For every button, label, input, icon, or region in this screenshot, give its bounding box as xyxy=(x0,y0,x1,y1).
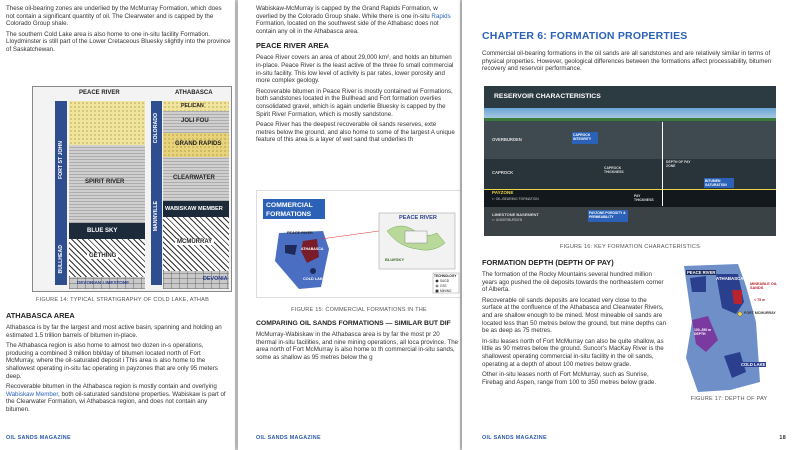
footer-brand: OIL SANDS MAGAZINE xyxy=(482,435,547,441)
overburden-layer xyxy=(484,121,776,159)
label-blue-sky: BLUE SKY xyxy=(87,228,118,234)
comparing-section xyxy=(256,314,460,364)
label-caprock-integrity: CAPROCK INTEGRITY xyxy=(573,133,592,141)
paragraph: Athabasca is by far the largest and most active basin, spanning and holding an estimated 1.5 trillion barrels of bitumen in-place. xyxy=(6,324,222,339)
label-depth-of-pay: DEPTH OF PAY ZONE xyxy=(666,160,691,168)
label-mineable: MINEABLE OIL SANDS xyxy=(750,282,778,291)
middle-top-text xyxy=(256,5,456,147)
inset-bluesky: BLUESKY xyxy=(385,257,405,262)
paragraph: Recoverable oil sands deposits are located very close to the surface at the confluence of the Athabasca and Clearwater Rivers, and are shallow enough to be mined. Most mineable oil sands are located less than 50 metres below the ground, but mine depths can be as deep as 75 metres. xyxy=(482,296,667,335)
figure-caption: FIGURE 14: TYPICAL STRATIGRAPHY OF COLD LAKE, ATHAB xyxy=(35,297,210,303)
figure-caption: FIGURE 17: DEPTH OF PAY xyxy=(690,396,768,402)
chapter-title: CHAPTER 6: FORMATION PROPERTIES xyxy=(482,30,688,42)
label-mannville: MANNVILLE xyxy=(153,201,159,232)
label-athabasca: ATHABASCA xyxy=(716,276,744,281)
label-payzone-sub: ⇐ OIL-BEARING FORMATION xyxy=(492,197,539,201)
section-heading: ATHABASCA AREA xyxy=(6,311,75,320)
label-spirit-river: SPIRIT RIVER xyxy=(85,179,125,185)
label-limestone: LIMESTONE BASEMENT xyxy=(492,212,539,217)
legend-dot-sagd xyxy=(436,280,439,283)
group-bar-mannville xyxy=(151,171,162,285)
label-payzone: PAYZONE xyxy=(492,190,514,195)
label-pelican: PELICAN xyxy=(181,103,204,109)
footer-brand: OIL SANDS MAGAZINE xyxy=(256,435,321,441)
map-graphic xyxy=(257,191,460,297)
text: Wabiskaw-McMurray is capped by the Grand Rapids Formation, w overlied by the Colorado Group shale. While there is one in-situ xyxy=(256,5,438,20)
label-colorado: COLORADO xyxy=(153,113,159,144)
label-fort-mcmurray: FORT MCMURRAY xyxy=(744,311,776,315)
label-fort-st-john: FORT ST JOHN xyxy=(58,141,64,180)
label-mcmurray: MCMURRAY xyxy=(177,239,213,245)
label-cold-lake: COLD LAKE xyxy=(303,277,326,281)
label-devonia: DEVONIA xyxy=(203,276,228,282)
section-heading: COMPARING OIL SANDS FORMATIONS — SIMILAR BUT DIF xyxy=(256,320,451,327)
legend-title: TECHNOLOGY xyxy=(434,274,457,278)
section-heading: PEACE RIVER AREA xyxy=(256,41,329,51)
unit-upper-sand xyxy=(69,101,145,145)
cold-lake-region xyxy=(310,268,316,274)
legend-sagd: SAGD xyxy=(440,279,450,283)
header-peace-river: PEACE RIVER xyxy=(79,90,120,96)
left-top-text xyxy=(6,5,231,57)
paragraph: The Athabasca region is also home to almost two dozen in-s operations, producing a combined 3 million bbl/day of bitumen located north of Fort McMurray, where the oil-saturated deposit i This area is also home to the shallowest operating in-situ fac operating in payzones that are only 95 meters deep. xyxy=(6,342,218,380)
label-bitumen-saturation: BITUMEN SATURATION xyxy=(705,179,727,187)
group-bar-colorado xyxy=(151,101,162,171)
paragraph: These oil-bearing zones are underlied by the McMurray Formation, which does not contain a significant quantity of oil. The Clearwater and is capped by the Colorado Group shale. xyxy=(6,5,222,28)
section-heading: FORMATION DEPTH (DEPTH OF PAY) xyxy=(482,258,614,267)
depth-of-pay-map xyxy=(676,262,782,402)
figure-caption: FIGURE 15: COMMERCIAL FORMATIONS IN THE xyxy=(291,307,427,313)
diagram-title: RESERVOIR CHARACTERISTICS xyxy=(494,93,601,100)
label-porosity: PAYZONE POROSITY & PERMEABILITY xyxy=(589,211,626,219)
page-left xyxy=(0,0,235,450)
inset-title: PEACE RIVER xyxy=(399,215,437,221)
label-gething: GETHING xyxy=(89,253,117,259)
text: , both oil-saturated sandstone properties. Wabiskaw is part of the Clearwater Formation, wi Athabasca region, and does not contain any bitumen. xyxy=(6,390,226,413)
paragraph: McMurray-Wabiskaw in the Athabasca area is by far the most pr 20 thermal in-situ facilities, and nine mining operations, all loca province. The area north of Fort McMurray is also home to th commercial in-situ sands, some as shallow as 95 metres below the g xyxy=(256,331,459,361)
inset-inner xyxy=(405,231,427,243)
text: Formation, located on the southwest side of the Athabasc does not contain any oil in the Athabasca area. xyxy=(256,20,439,35)
leader-line xyxy=(321,231,379,239)
map-title-line: FORMATIONS xyxy=(266,211,312,218)
legend-mining: MINING xyxy=(440,289,452,293)
label-joli-fou: JOLI FOU xyxy=(181,118,209,124)
fort-mcmurray-marker xyxy=(738,312,742,316)
athabasca-section xyxy=(6,305,231,417)
paragraph xyxy=(256,5,456,35)
paragraph: Other in-situ leases north of Fort McMurray, such as Sunrise, Firebag and Aspen, range from 100 to 350 metres below grade. xyxy=(482,371,657,386)
label-clearwater: CLEARWATER xyxy=(173,175,215,181)
footer-brand: OIL SANDS MAGAZINE xyxy=(6,435,71,441)
paragraph: The southern Cold Lake area is also home to one in-situ facility Formation. Lloydminster is still part of the Lower Cretaceous Bluesky slightly into the province of Saskatchewan. xyxy=(6,30,231,53)
label-caprock-thickness: CAPROCK THICKNESS xyxy=(604,166,624,174)
label-depth-range: 100–350 m DEPTH xyxy=(694,328,712,336)
label-grand-rapids: GRAND RAPIDS xyxy=(175,141,222,147)
page-number: 18 xyxy=(779,435,786,441)
paragraph: Peace River covers an area of about 29,000 km², and holds an bitumen in-place. Peace River is the least active of the three fo small commercial in-situ facility. This low level of activity is par rates, lower porosity and more complex geology. xyxy=(256,54,454,85)
paragraph xyxy=(6,383,231,413)
sky-band xyxy=(484,108,776,118)
legend-dot-mining xyxy=(436,290,439,293)
label-limestone-sub: ⇐ UNDERBURDEN xyxy=(492,218,523,222)
label-peace-river: PEACE RIVER xyxy=(287,231,313,235)
label-pay-thickness: PAY THICKNESS xyxy=(634,194,654,202)
group-bar-fort-st-john xyxy=(55,101,67,239)
figure-caption: FIGURE 16: KEY FORMATION CHARACTERISTICS xyxy=(559,244,701,250)
label-athabasca: ATHABASCA xyxy=(301,247,324,251)
group-bar-bullhead xyxy=(55,239,67,285)
legend-dot-css xyxy=(436,285,439,288)
label-wabiskaw: WABISKAW MEMBER xyxy=(165,206,223,212)
paragraph: The formation of the Rocky Mountains several hundred million years ago pushed the oil deposits towards the northeastern corner of Alberta. xyxy=(482,271,664,294)
map-title-line: COMMERCIAL xyxy=(266,202,313,209)
reservoir-diagram xyxy=(484,86,776,236)
legend-css: CSS xyxy=(440,284,447,288)
label-mineable-depth: < 75 m xyxy=(754,298,766,302)
peace-river-region xyxy=(690,276,706,292)
page-middle xyxy=(238,0,460,450)
label-devonian: DEVONIAN LIMESTONE xyxy=(77,280,130,285)
depth-arrow xyxy=(662,122,663,206)
text: Recoverable bitumen in the Athabasca region is mostly contain and overlying xyxy=(6,383,217,391)
paragraph: In-situ leases north of Fort McMurray can also be quite shallow, as little as 90 metres below the ground. Suncor's MacKay River is the shallowest operating commercial in-situ facility in the oil sands, operating at a depth of about 100 metres below grade. xyxy=(482,337,664,368)
label-bullhead: BULLHEAD xyxy=(58,245,64,274)
chapter-intro: Commercial oil-bearing formations in the oil sands are all sandstones and are relatively similar in terms of physical properties. However, geological differences between the formations affect processability, bitumen recovery and reservoir performance. xyxy=(482,50,772,73)
formation-depth-section xyxy=(482,252,668,389)
paragraph: Peace River has the deepest recoverable oil sands reserves, exte metres below the ground, and also home to some of the largest A unique feature of this area is a layer of wet sand that underlies th xyxy=(256,121,455,144)
header-athabasca: ATHABASCA xyxy=(175,90,213,96)
stratigraphy-diagram xyxy=(32,86,232,292)
label-overburden: OVERBURDEN xyxy=(492,137,522,142)
wabiskaw-link[interactable]: Wabiskaw Member xyxy=(6,390,59,398)
label-cold-lake: COLD LAKE xyxy=(741,362,766,367)
page-right xyxy=(462,0,800,450)
grand-rapids-link[interactable]: Rapids xyxy=(431,12,451,20)
paragraph: Recoverable bitumen in Peace River is mostly contained wi Formations, both sandstones located in the Bullhead and Fort formation overlies consolidated gravel, which is again underlie Bluesky is capped by the Spirit River Formation, which is mostly sandstone. xyxy=(256,87,453,118)
label-caprock: CAPROCK xyxy=(492,170,514,175)
commercial-formations-map xyxy=(256,190,460,298)
label-peace-river: PEACE RIVER xyxy=(687,270,716,275)
